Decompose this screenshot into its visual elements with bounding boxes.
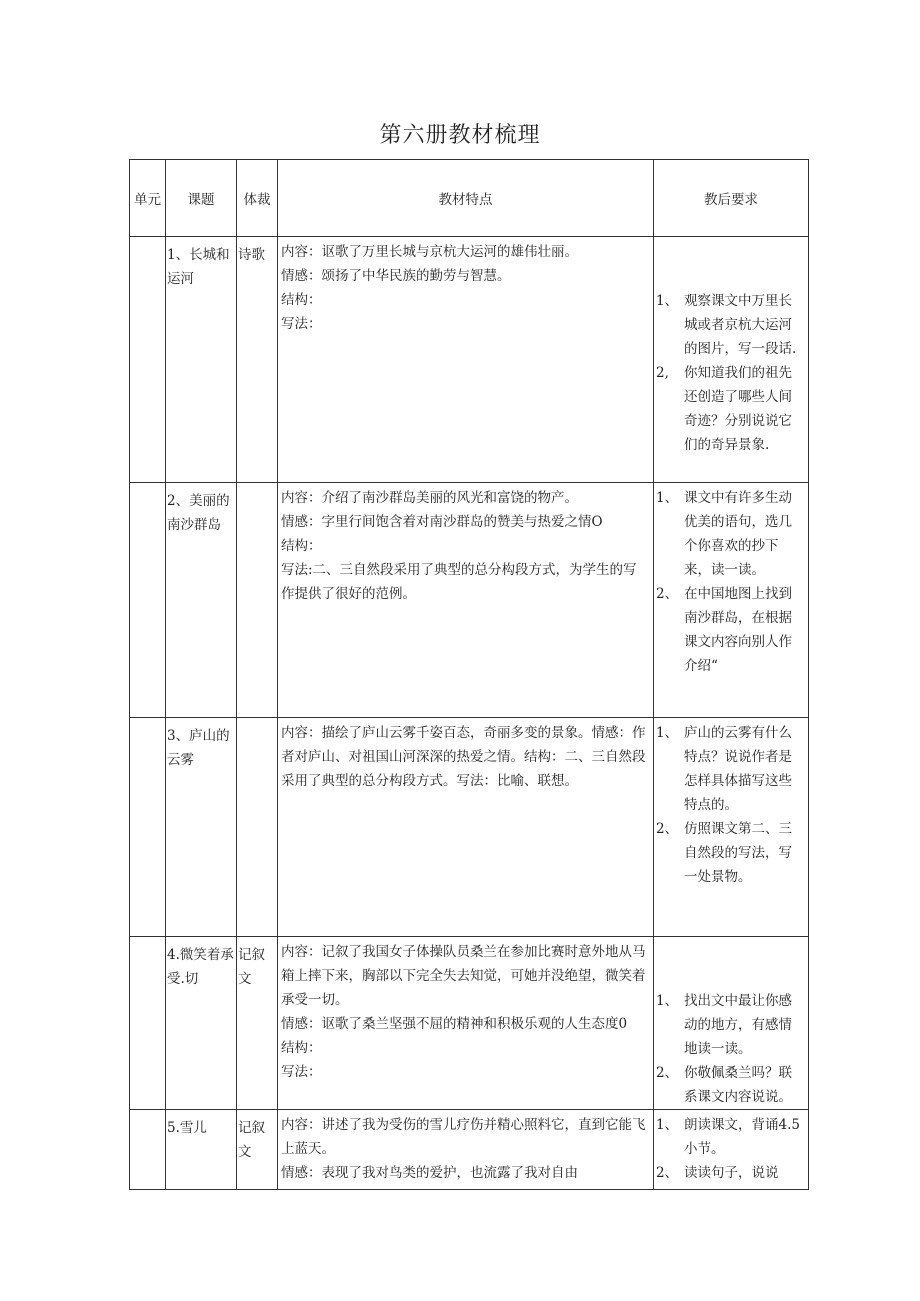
feature-line: 写法:二、三自然段采用了典型的总分构段方式，为学生的写作提供了很好的范例。 bbox=[281, 562, 637, 602]
unit-cell bbox=[130, 937, 166, 1110]
genre-cell bbox=[237, 1110, 278, 1190]
features-cell bbox=[278, 483, 654, 718]
genre-cell bbox=[237, 237, 278, 483]
table-row bbox=[130, 1110, 809, 1190]
genre-cell bbox=[237, 718, 278, 937]
features-cell bbox=[278, 237, 654, 483]
page-title: 第六册教材梳理 bbox=[379, 123, 541, 148]
genre-text bbox=[237, 718, 277, 724]
requirement-item: 1、 庐山的云雾有什么特点？说说作者是怎样具体描写这些特点的。 bbox=[656, 725, 792, 813]
topic-cell bbox=[166, 937, 237, 1110]
topic-text: 5.雪儿 bbox=[167, 1120, 207, 1136]
feature-line: 写法： bbox=[281, 1064, 322, 1080]
topic-text: 1、长城和运河 bbox=[167, 247, 230, 287]
genre-cell bbox=[237, 483, 278, 718]
feature-line: 情感：字里行间饱含着对南沙群岛的赞美与热爱之情O bbox=[281, 514, 603, 530]
genre-cell bbox=[237, 937, 278, 1110]
requirement-item: 2, 你知道我们的祖先还创造了哪些人间奇迹？分别说说它们的奇异景象. bbox=[656, 365, 792, 453]
feature-line: 内容：讲述了我为受伤的雪儿疗伤并精心照料它，直到它能飞上蓝天。 bbox=[281, 1117, 646, 1157]
requirement-item: 1、 观察课文中万里长城或者京杭大运河的图片，写一段话. bbox=[656, 293, 797, 357]
requirements-cell bbox=[654, 237, 809, 483]
genre-text: 诗歌 bbox=[238, 247, 265, 263]
feature-line: 结构： bbox=[281, 1040, 322, 1056]
feature-line: 内容：描绘了庐山云雾千姿百态，奇丽多变的景象。情感：作者对庐山、对祖国山河深深的热爱之情。结构：二、三自然段采用了典型的总分构段方式。写法：比喻、联想。 bbox=[281, 725, 646, 789]
header-topic: 课题 bbox=[166, 160, 237, 237]
topic-cell bbox=[166, 483, 237, 718]
unit-cell bbox=[130, 1110, 166, 1190]
unit-cell bbox=[130, 718, 166, 937]
header-features: 教材特点 bbox=[278, 160, 654, 237]
features-cell bbox=[278, 1110, 654, 1190]
topic-text: 4.微笑着承受.切 bbox=[167, 947, 234, 987]
unit-cell bbox=[130, 237, 166, 483]
table-row bbox=[130, 483, 809, 718]
requirements-cell bbox=[654, 718, 809, 937]
feature-line: 内容：讴歌了万里长城与京杭大运河的雄伟壮丽。 bbox=[281, 244, 578, 260]
table-row bbox=[130, 937, 809, 1110]
topic-text: 2、美丽的南沙群岛 bbox=[167, 493, 230, 533]
requirement-item: 1、 朗读课文，背诵4.5小节。 bbox=[656, 1117, 800, 1157]
topic-text: 3、庐山的云雾 bbox=[167, 728, 230, 768]
header-requirements: 教后要求 bbox=[654, 160, 809, 237]
requirements-cell bbox=[654, 937, 809, 1110]
table-row bbox=[130, 237, 809, 483]
requirements-cell bbox=[654, 483, 809, 718]
features-cell bbox=[278, 718, 654, 937]
requirements-cell bbox=[654, 1110, 809, 1190]
requirement-item: 2、 在中国地图上找到南沙群岛，在根据课文内容向别人作介绍“ bbox=[656, 586, 792, 674]
requirement-item: 2、 读读句子，说说 bbox=[656, 1165, 779, 1181]
header-unit: 单元 bbox=[130, 160, 166, 237]
genre-text: 记叙文 bbox=[238, 947, 265, 987]
feature-line: 结构： bbox=[281, 292, 322, 308]
genre-text bbox=[237, 483, 277, 489]
feature-line: 情感：讴歌了桑兰坚强不屈的精神和积极乐观的人生态度0 bbox=[281, 1016, 628, 1032]
topic-cell bbox=[166, 718, 237, 937]
topic-cell bbox=[166, 237, 237, 483]
genre-text: 记叙文 bbox=[238, 1120, 265, 1160]
feature-line: 情感：表现了我对鸟类的爱护，也流露了我对自由 bbox=[281, 1165, 578, 1181]
feature-line: 结构： bbox=[281, 538, 322, 554]
feature-line: 写法： bbox=[281, 316, 322, 332]
features-cell bbox=[278, 937, 654, 1110]
table-row bbox=[130, 718, 809, 937]
feature-line: 情感：颂扬了中华民族的勤劳与智慧。 bbox=[281, 268, 511, 284]
requirement-item: 1、 课文中有许多生动优美的语句，选几个你喜欢的抄下来，读一读。 bbox=[656, 490, 792, 578]
feature-line: 内容：介绍了南沙群岛美丽的风光和富饶的物产。 bbox=[281, 490, 578, 506]
requirement-item: 2、 仿照课文第二、三自然段的写法，写一处景物。 bbox=[656, 821, 792, 885]
header-genre: 体裁 bbox=[237, 160, 278, 237]
requirement-item: 1、 找出文中最让你感动的地方，有感情地读一读。 bbox=[656, 993, 792, 1057]
feature-line: 内容：记叙了我国女子体操队员桑兰在参加比赛时意外地从马箱上摔下来，胸部以下完全失去知觉，可她并没绝望，微笑着承受一切。 bbox=[281, 944, 646, 1008]
textbook-table bbox=[129, 159, 809, 1190]
header-row bbox=[130, 160, 809, 237]
topic-cell bbox=[166, 1110, 237, 1190]
unit-cell bbox=[130, 483, 166, 718]
requirement-item: 2、 你敬佩桑兰吗？联系课文内容说说。 bbox=[656, 1065, 792, 1105]
